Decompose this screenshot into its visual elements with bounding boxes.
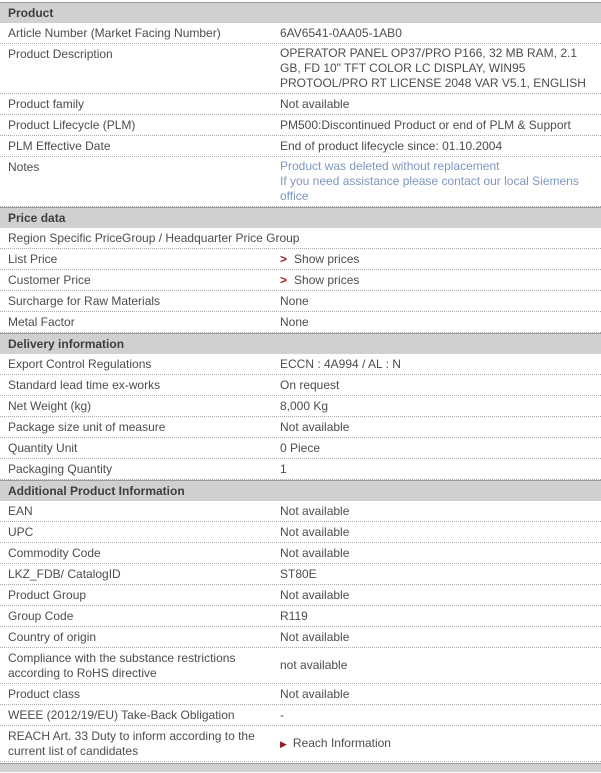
table-row-quantity-unit [0,438,601,459]
row-label: Package size unit of measure [8,420,166,434]
row-value [280,522,601,542]
table-row-weee-2012-19-eu-take-back-obligation [0,705,601,726]
row-value [280,705,601,725]
row-value-text: Not available [280,524,350,539]
table-row-customer-price [0,270,601,291]
row-value [280,157,601,206]
table-row-product-lifecycle-plm [0,115,601,136]
row-value-text: ST80E [280,566,317,581]
table-row-country-of-origin [0,627,601,648]
row-label: Group Code [8,609,74,623]
row-value [280,396,601,416]
row-label: Product Lifecycle (PLM) [8,118,136,132]
row-value [280,354,601,374]
row-label: Country of origin [8,630,97,644]
row-value-text: None [280,293,309,308]
table-root [0,2,601,762]
row-label: Compliance with the substance restrictions according to RoHS directive [8,651,236,680]
table-row-region-specific-pricegroup-headquarter-price-group [0,228,601,249]
row-value [280,94,601,114]
table-row-group-code [0,606,601,627]
row-value [280,249,601,269]
row-label: UPC [8,525,34,539]
notes-text [280,159,597,204]
row-value-text: 0 Piece [280,440,321,455]
row-value-text: 8,000 Kg [280,398,329,413]
row-label: PLM Effective Date [8,139,111,153]
row-value [280,312,601,332]
row-value [280,726,601,761]
row-value [280,270,601,290]
row-value [280,648,601,683]
row-value [280,291,601,311]
row-value [280,136,601,156]
row-value [280,606,601,626]
table-row-upc [0,522,601,543]
row-label: Packaging Quantity [8,462,113,476]
row-value-text: Not available [280,96,350,111]
note-line: Product was deleted without replacement [280,159,500,173]
row-value-text: End of product lifecycle since: 01.10.2004 [280,138,503,153]
table-row-product-family [0,94,601,115]
row-label: REACH Art. 33 Duty to inform according to the current list of candidates [8,729,255,758]
table-row-surcharge-for-raw-materials [0,291,601,312]
row-value-text: On request [280,377,340,392]
row-label: WEEE (2012/19/EU) Take-Back Obligation [8,708,235,722]
table-row-reach-art-33-duty-to-inform-according-to-the-current-list-of-candidates [0,726,601,762]
table-row-packaging-quantity [0,459,601,480]
row-label: Standard lead time ex-works [8,378,161,392]
link-label: Show prices [294,251,360,266]
row-value [280,585,601,605]
table-row-list-price [0,249,601,270]
row-value [280,459,601,479]
row-value [280,543,601,563]
row-label: Product class [8,687,81,701]
partial-section-header-bar [0,763,601,772]
row-value-text: PM500:Discontinued Product or end of PLM & Support [280,117,571,132]
table-row-compliance-with-the-substance-restrictions-according-to-rohs-directive [0,648,601,684]
row-label: Product Group [8,588,87,602]
table-row-ean [0,501,601,522]
row-value-text: - [280,707,284,722]
link-label: Reach Information [292,736,391,750]
row-value [280,417,601,437]
row-label: Quantity Unit [8,441,78,455]
row-value-text: 1 [280,461,287,476]
arrow-right-icon: ▶ [280,738,287,749]
table-row-net-weight-kg [0,396,601,417]
row-value [280,564,601,584]
section-header-additional-product-information: Additional Product Information [0,480,601,501]
show-prices-link[interactable] [280,273,359,288]
row-label: LKZ_FDB/ CatalogID [8,567,121,581]
section-header-price-data: Price data [0,207,601,228]
table-row-standard-lead-time-ex-works [0,375,601,396]
row-label: Commodity Code [8,546,101,560]
table-row-metal-factor [0,312,601,333]
table-row-export-control-regulations [0,354,601,375]
row-value-text: Not available [280,545,350,560]
link-label: Show prices [294,272,360,287]
table-row-product-class [0,684,601,705]
row-value-text: not available [280,658,348,672]
chevron-right-icon: > [280,251,288,266]
row-value-text: Not available [280,629,350,644]
table-row-product-description [0,44,601,94]
section-header-delivery-information: Delivery information [0,333,601,354]
row-value [280,501,601,521]
table-row-plm-effective-date [0,136,601,157]
table-row-product-group [0,585,601,606]
row-label: Metal Factor [8,315,75,329]
row-label: Net Weight (kg) [8,399,92,413]
row-label: Customer Price [8,273,91,287]
table-row-notes [0,157,601,207]
row-value [280,23,601,43]
row-label: Article Number (Market Facing Number) [8,26,221,40]
row-value [280,684,601,704]
row-label: Product family [8,97,85,111]
row-value-text: 6AV6541-0AA05-1AB0 [280,25,402,40]
row-value-text: OPERATOR PANEL OP37/PRO P166, 32 MB RAM, 2.1 GB, FD 10" TFT COLOR LC DISPLAY, WIN95 PROTOOL/PRO RT LICENSE 2048 VAR V5.1, ENGLISH [280,46,586,90]
row-value [280,438,601,458]
row-value [280,44,601,93]
table-row-lkz-fdb-catalogid [0,564,601,585]
row-label: Product Description [8,47,113,61]
row-value-text: ECCN : 4A994 / AL : N [280,356,401,371]
row-label: Notes [8,160,40,174]
table-row-commodity-code [0,543,601,564]
section-header-product: Product [0,2,601,23]
row-value [280,115,601,135]
row-label: Export Control Regulations [8,357,152,371]
row-value-text: Not available [280,686,350,701]
row-value [280,375,601,395]
row-label: Surcharge for Raw Materials [8,294,161,308]
row-label: EAN [8,504,33,518]
row-value-text: Not available [280,419,350,434]
row-value-text: Not available [280,587,350,602]
row-label: List Price [8,252,58,266]
row-value-text: R119 [280,608,308,623]
show-prices-link[interactable] [280,252,359,267]
row-value [280,627,601,647]
row-value-text: None [280,314,309,329]
reach-information-link[interactable] [280,736,391,751]
chevron-right-icon: > [280,272,288,287]
row-label: Region Specific PriceGroup / Headquarter Price Group [8,231,300,245]
table-row-package-size-unit-of-measure [0,417,601,438]
table-row-article-number-market-facing-number [0,23,601,44]
row-value-text: Not available [280,503,350,518]
note-line: If you need assistance please contact our local Siemens office [280,174,579,203]
